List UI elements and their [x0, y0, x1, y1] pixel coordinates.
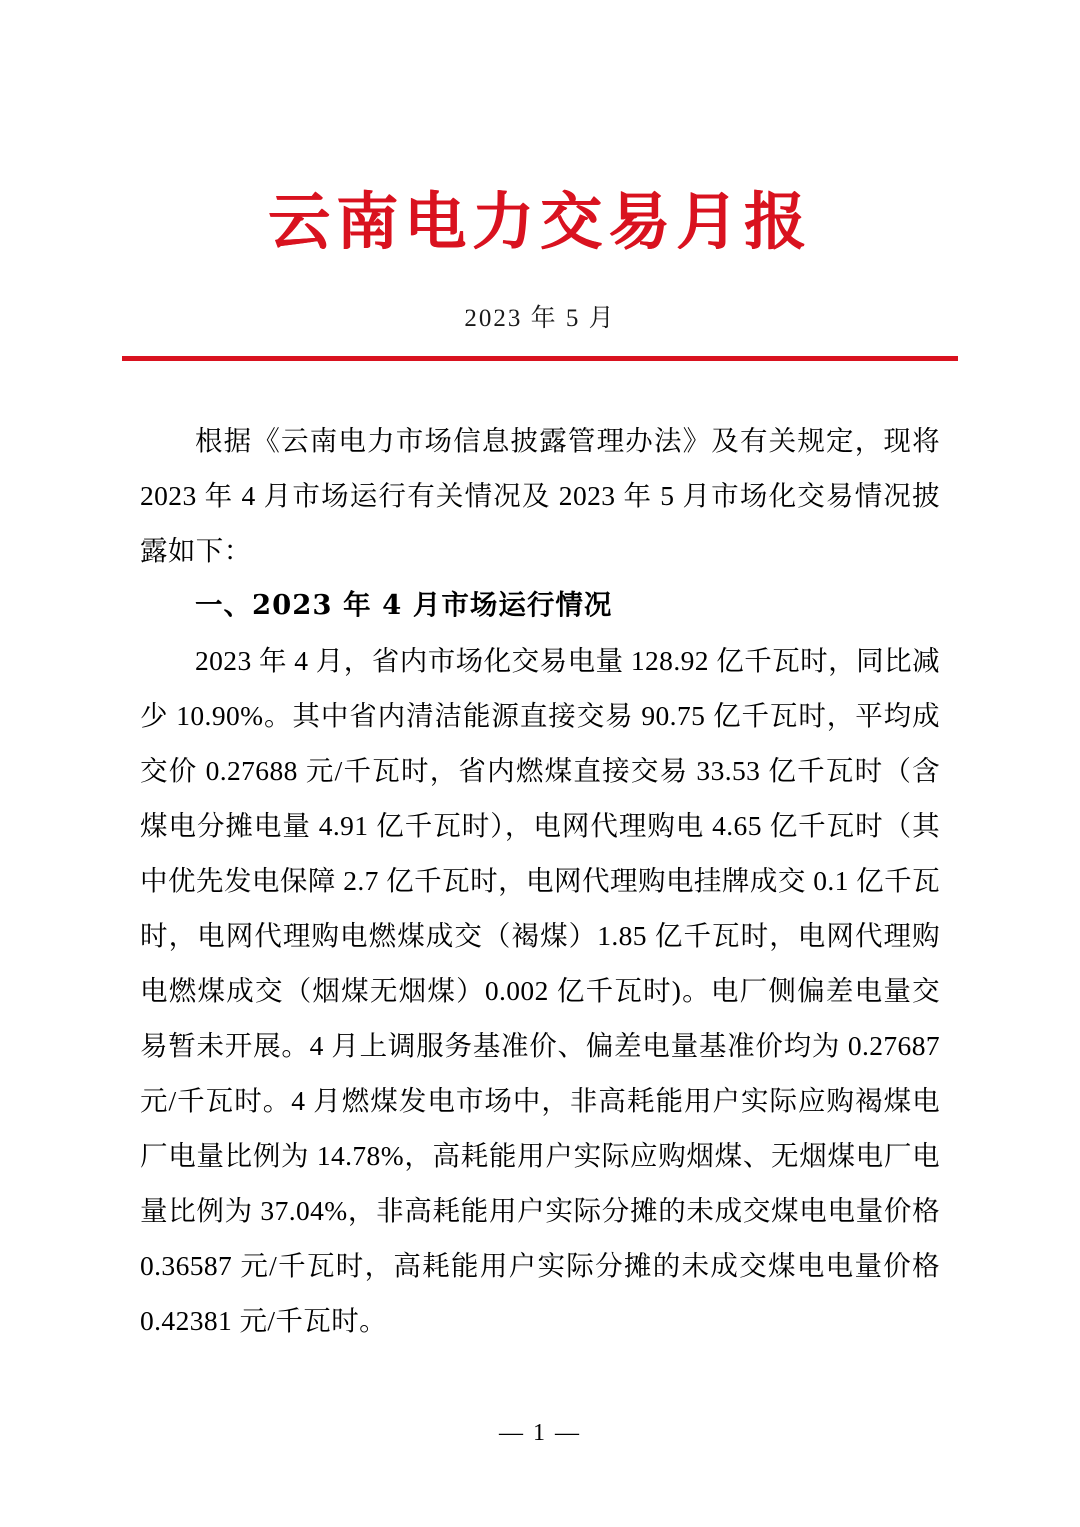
section-1-body: 2023 年 4 月，省内市场化交易电量 128.92 亿千瓦时，同比减少 10.90%。其中省内清洁能源直接交易 90.75 亿千瓦时，平均成交价 0.27688 元/千瓦时，省内燃煤直接交易 33.53 亿千瓦时（含煤电分摊电量 4.91 亿千瓦时），电网代理购电 4.65 亿千瓦时（其中优先发电保障 2.7 亿千瓦时，电网代理购电挂牌成交 0.1 亿千瓦时，电网代理购电燃煤成交（褐煤）1.85 亿千瓦时，电网代理购电燃煤成交（烟煤无烟煤）0.002 亿千瓦时)。电厂侧偏差电量交易暂未开展。4 月上调服务基准价、偏差电量基准价均为 0.27687 元/千瓦时。4 月燃煤发电市场中，非高耗能用户实际应购褐煤电厂电量比例为 14.78%，高耗能用户实际应购烟煤、无烟煤电厂电量比例为 37.04%，非高耗能用户实际分摊的未成交煤电电量价格 0.36587 元/千瓦时，高耗能用户实际分摊的未成交煤电电量价格 0.42381 元/千瓦时。 — [140, 645, 940, 1337]
document-body — [140, 361, 940, 1348]
page-title: 云南电力交易月报 — [267, 185, 812, 258]
section-heading-1: 一、2023 年 4 月市场运行情况 — [195, 589, 613, 622]
intro-paragraph: 根据《云南电力市场信息披露管理办法》及有关规定，现将 2023 年 4 月市场运行有关情况及 2023 年 5 月市场化交易情况披露如下： — [140, 425, 940, 567]
document-date-subtitle: 2023 年 5 月 — [464, 305, 616, 333]
page-number: — 1 — — [499, 1420, 581, 1446]
